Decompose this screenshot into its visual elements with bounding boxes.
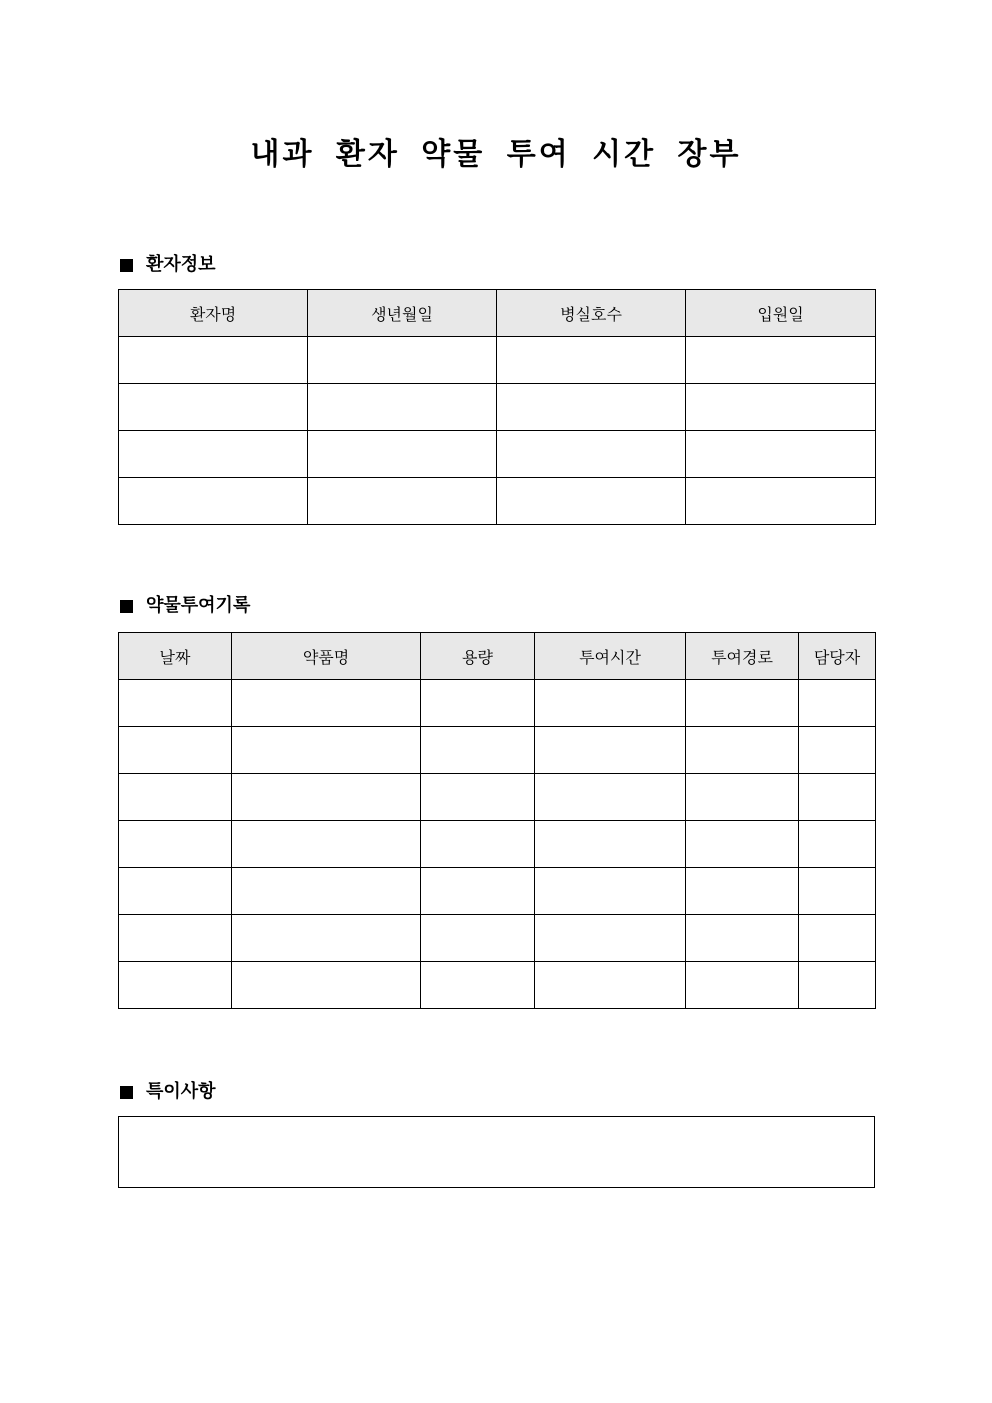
- staff-cell[interactable]: [799, 868, 876, 915]
- patient-info-heading: [119, 253, 216, 277]
- table-row: [119, 962, 876, 1009]
- room-number-cell[interactable]: [497, 431, 686, 478]
- table-row: [119, 384, 876, 431]
- dose-cell[interactable]: [421, 680, 535, 727]
- medication-record-table: [118, 632, 876, 1009]
- column-header-dose: 용량: [421, 633, 535, 680]
- medication-record-header-row: [119, 633, 876, 680]
- admin-time-cell[interactable]: [535, 962, 686, 1009]
- admission-date-cell[interactable]: [686, 478, 876, 525]
- patient-name-cell[interactable]: [119, 337, 308, 384]
- date-cell[interactable]: [119, 821, 232, 868]
- birth-date-cell[interactable]: [308, 478, 497, 525]
- drug-name-cell[interactable]: [232, 680, 421, 727]
- table-row: [119, 431, 876, 478]
- square-bullet-icon: [120, 600, 133, 613]
- column-header-patient-name: 환자명: [119, 290, 308, 337]
- birth-date-cell[interactable]: [308, 337, 497, 384]
- staff-cell[interactable]: [799, 727, 876, 774]
- admission-date-cell[interactable]: [686, 431, 876, 478]
- patient-info-heading-label: 환자정보: [146, 254, 216, 275]
- admin-time-cell[interactable]: [535, 680, 686, 727]
- admission-date-cell[interactable]: [686, 384, 876, 431]
- square-bullet-icon: [120, 1086, 133, 1099]
- patient-info-table: [118, 289, 876, 525]
- dose-cell[interactable]: [421, 727, 535, 774]
- table-row: [119, 774, 876, 821]
- date-cell[interactable]: [119, 774, 232, 821]
- room-number-cell[interactable]: [497, 478, 686, 525]
- table-row: [119, 915, 876, 962]
- admin-route-cell[interactable]: [686, 727, 799, 774]
- admin-route-cell[interactable]: [686, 868, 799, 915]
- staff-cell[interactable]: [799, 821, 876, 868]
- table-row: [119, 337, 876, 384]
- admin-time-cell[interactable]: [535, 821, 686, 868]
- column-header-admission-date: 입원일: [686, 290, 876, 337]
- admin-route-cell[interactable]: [686, 821, 799, 868]
- column-header-drug-name: 약품명: [232, 633, 421, 680]
- staff-cell[interactable]: [799, 962, 876, 1009]
- drug-name-cell[interactable]: [232, 774, 421, 821]
- date-cell[interactable]: [119, 727, 232, 774]
- patient-name-cell[interactable]: [119, 478, 308, 525]
- drug-name-cell[interactable]: [232, 915, 421, 962]
- date-cell[interactable]: [119, 868, 232, 915]
- column-header-birth-date: 생년월일: [308, 290, 497, 337]
- notes-heading: [119, 1080, 216, 1104]
- column-header-staff: 담당자: [799, 633, 876, 680]
- admin-route-cell[interactable]: [686, 915, 799, 962]
- admin-route-cell[interactable]: [686, 680, 799, 727]
- staff-cell[interactable]: [799, 915, 876, 962]
- date-cell[interactable]: [119, 962, 232, 1009]
- admin-time-cell[interactable]: [535, 727, 686, 774]
- dose-cell[interactable]: [421, 915, 535, 962]
- patient-info-header-row: [119, 290, 876, 337]
- birth-date-cell[interactable]: [308, 384, 497, 431]
- drug-name-cell[interactable]: [232, 727, 421, 774]
- patient-name-cell[interactable]: [119, 384, 308, 431]
- dose-cell[interactable]: [421, 774, 535, 821]
- notes-heading-label: 특이사항: [146, 1081, 216, 1102]
- date-cell[interactable]: [119, 915, 232, 962]
- room-number-cell[interactable]: [497, 384, 686, 431]
- column-header-admin-time: 투여시간: [535, 633, 686, 680]
- staff-cell[interactable]: [799, 680, 876, 727]
- drug-name-cell[interactable]: [232, 962, 421, 1009]
- table-row: [119, 821, 876, 868]
- column-header-date: 날짜: [119, 633, 232, 680]
- column-header-room-number: 병실호수: [497, 290, 686, 337]
- dose-cell[interactable]: [421, 821, 535, 868]
- admin-route-cell[interactable]: [686, 962, 799, 1009]
- room-number-cell[interactable]: [497, 337, 686, 384]
- table-row: [119, 478, 876, 525]
- patient-name-cell[interactable]: [119, 431, 308, 478]
- table-row: [119, 727, 876, 774]
- page-title: 내과 환자 약물 투여 시간 장부: [250, 137, 742, 172]
- dose-cell[interactable]: [421, 868, 535, 915]
- date-cell[interactable]: [119, 680, 232, 727]
- dose-cell[interactable]: [421, 962, 535, 1009]
- admin-time-cell[interactable]: [535, 774, 686, 821]
- admin-route-cell[interactable]: [686, 774, 799, 821]
- birth-date-cell[interactable]: [308, 431, 497, 478]
- medication-record-heading: [119, 594, 250, 618]
- drug-name-cell[interactable]: [232, 868, 421, 915]
- table-row: [119, 680, 876, 727]
- table-row: [119, 868, 876, 915]
- column-header-admin-route: 투여경로: [686, 633, 799, 680]
- admin-time-cell[interactable]: [535, 868, 686, 915]
- square-bullet-icon: [120, 259, 133, 272]
- staff-cell[interactable]: [799, 774, 876, 821]
- drug-name-cell[interactable]: [232, 821, 421, 868]
- admission-date-cell[interactable]: [686, 337, 876, 384]
- medication-record-heading-label: 약물투여기록: [146, 595, 251, 616]
- notes-field[interactable]: [118, 1116, 875, 1188]
- admin-time-cell[interactable]: [535, 915, 686, 962]
